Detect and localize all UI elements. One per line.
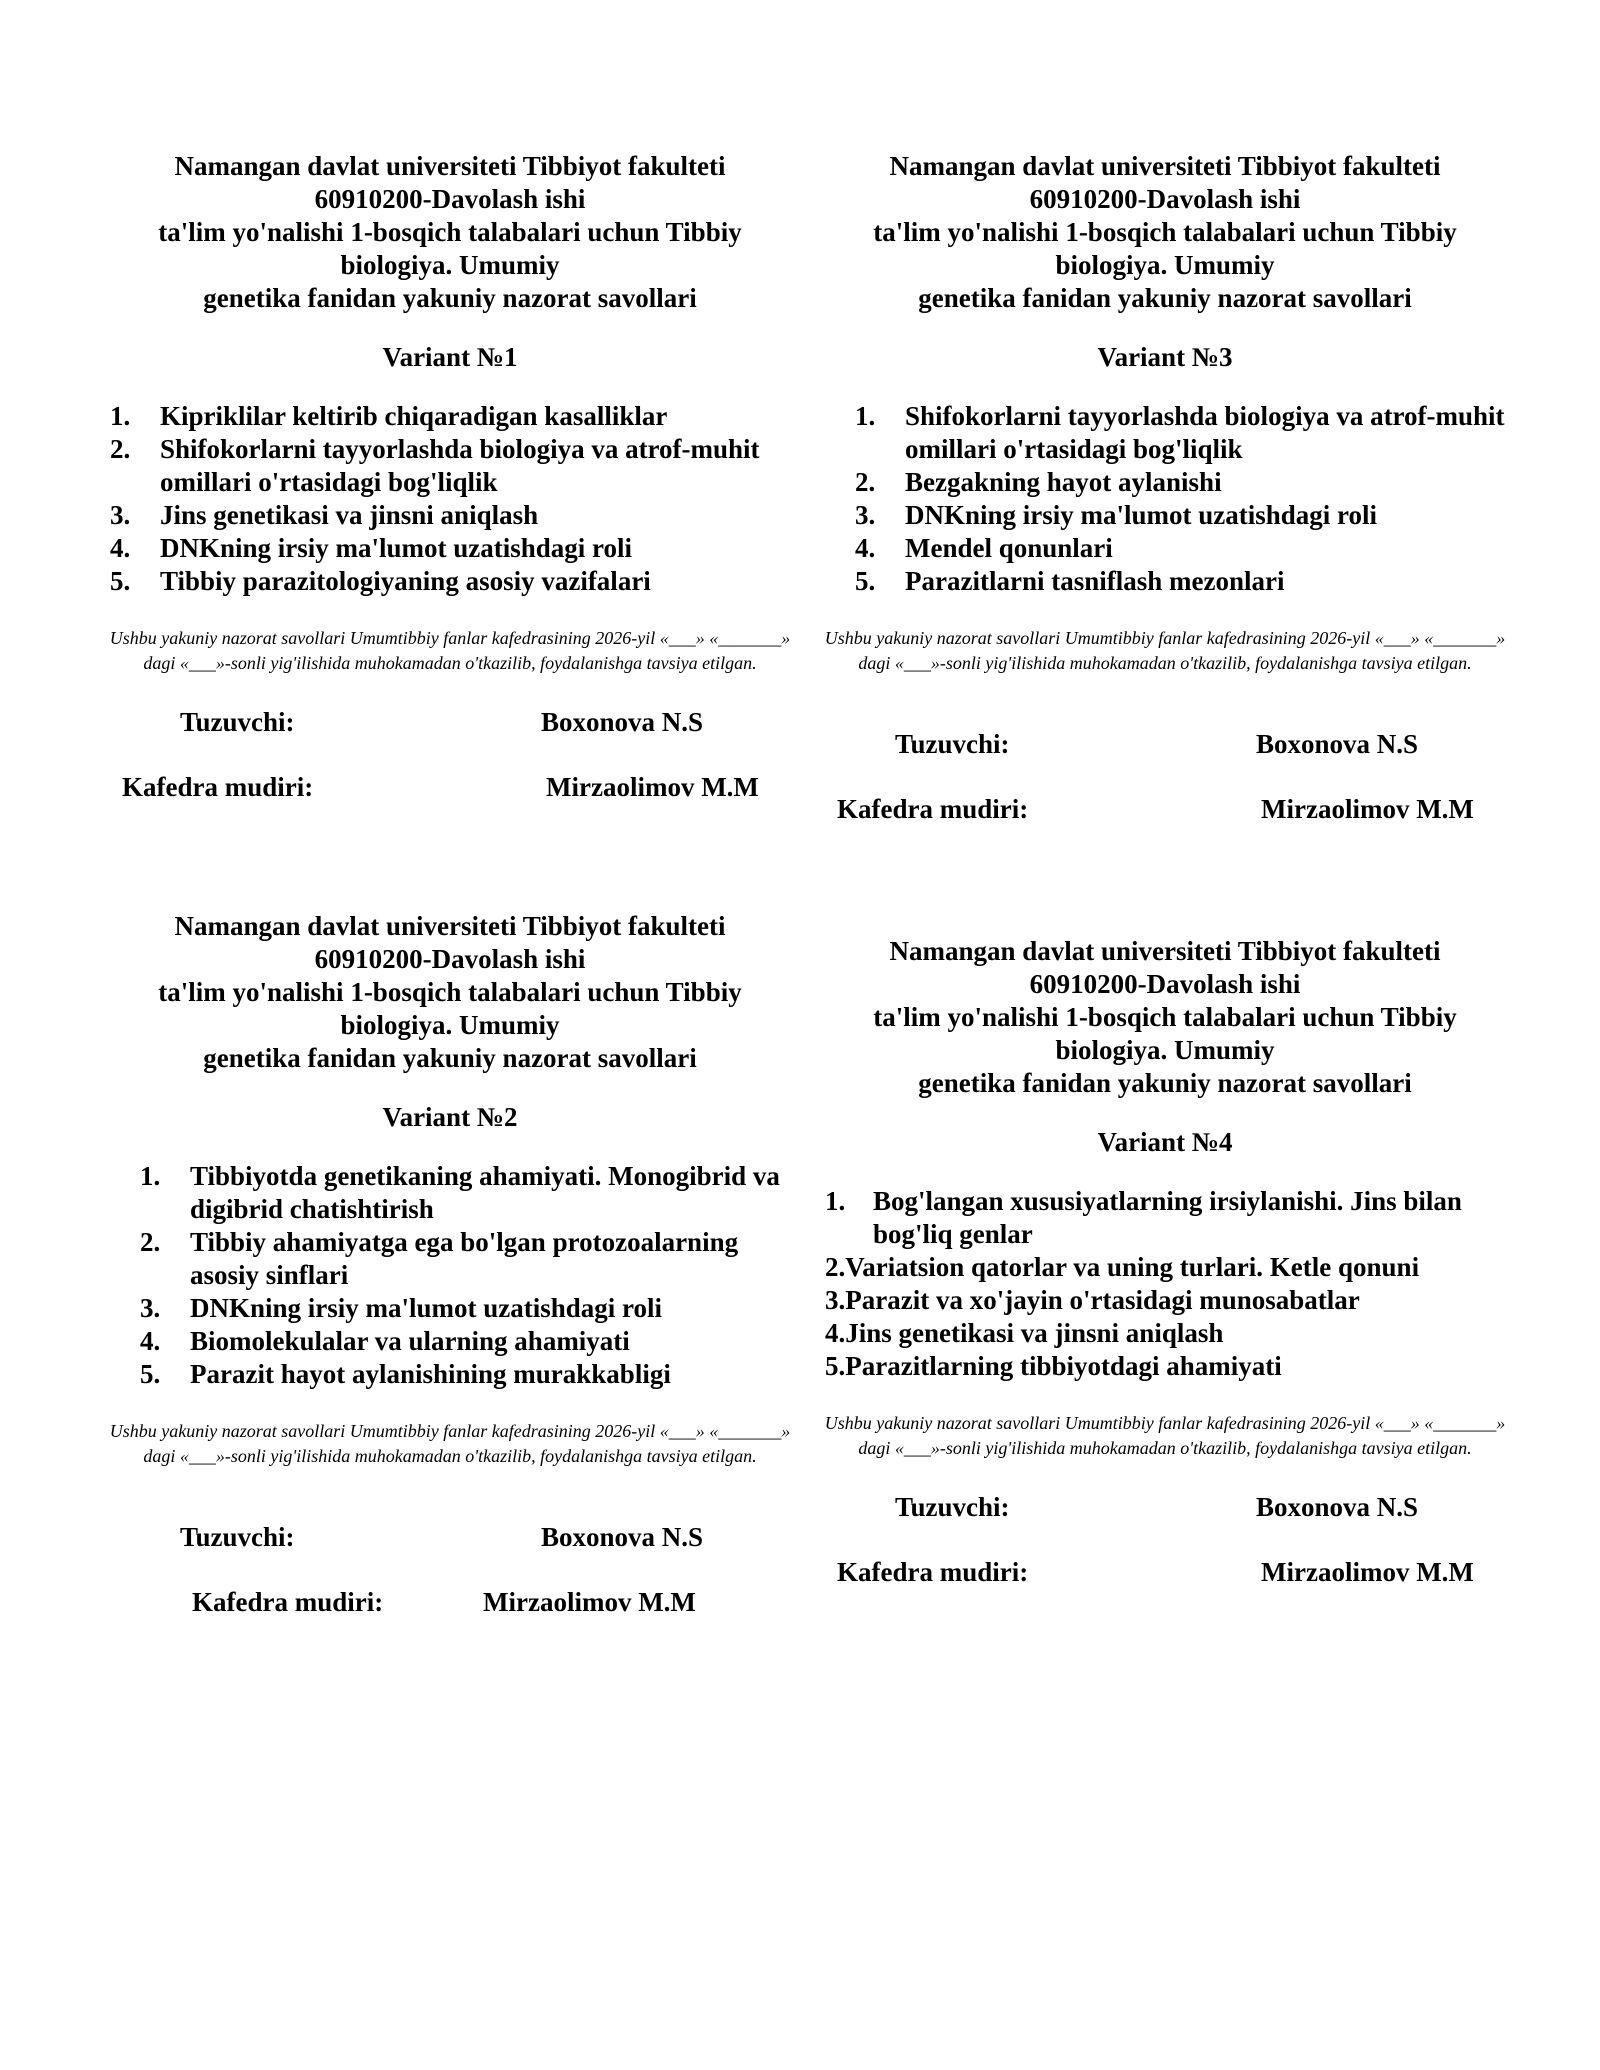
head-row xyxy=(100,771,800,804)
header-line: genetika fanidan yakuniy nazorat savollari xyxy=(918,283,1412,313)
question-text: Bog'langan xususiyatlarning irsiylanishi. Jins bilan bog'liq genlar xyxy=(873,1186,1462,1249)
question-list xyxy=(140,1160,800,1391)
question-item xyxy=(110,433,800,499)
question-number: 5. xyxy=(110,566,131,596)
composer-name: Boxonova N.S xyxy=(541,1522,704,1552)
question-item xyxy=(855,565,1515,598)
composer-label: Tuzuvchi: xyxy=(895,729,1010,759)
head-label: Kafedra mudiri: xyxy=(837,1557,1029,1587)
question-number: 4. xyxy=(110,533,131,563)
question-text: Jins genetikasi va jinsni aniqlash xyxy=(160,500,539,530)
question-text: Bezgakning hayot aylanishi xyxy=(905,467,1222,497)
question-item xyxy=(855,400,1515,466)
question-number: 3. xyxy=(825,1285,846,1315)
header-line: ta'lim yo'nalishi 1-bosqich talabalari uchun Tibbiy xyxy=(158,977,742,1007)
question-text: DNKning irsiy ma'lumot uzatishdagi roli xyxy=(160,533,633,563)
question-item xyxy=(140,1325,800,1358)
question-number: 1. xyxy=(140,1161,161,1191)
header-line: Namangan davlat universiteti Tibbiyot fakulteti xyxy=(174,911,726,941)
question-number: 3. xyxy=(110,500,131,530)
head-name: Mirzaolimov M.M xyxy=(546,772,759,802)
question-item xyxy=(855,499,1515,532)
question-number: 1. xyxy=(110,401,131,431)
question-number: 4. xyxy=(140,1326,161,1356)
exam-card-variant-4 xyxy=(815,935,1515,1589)
question-number: 5. xyxy=(825,1351,846,1381)
question-number: 2. xyxy=(855,467,876,497)
question-text: Parazitlarni tasniflash mezonlari xyxy=(905,566,1285,596)
question-item xyxy=(855,532,1515,565)
question-list xyxy=(825,1185,1515,1383)
exam-card-variant-3 xyxy=(815,150,1515,826)
question-item xyxy=(140,1226,800,1292)
exam-card-variant-1 xyxy=(100,150,800,804)
variant-title: Variant №4 xyxy=(1097,1127,1233,1157)
question-text: Parazit va xo'jayin o'rtasidagi munosabatlar xyxy=(845,1285,1360,1315)
question-text: Parazitlarning tibbiyotdagi ahamiyati xyxy=(845,1351,1282,1381)
question-number: 2. xyxy=(110,434,131,464)
question-text: Biomolekulalar va ularning ahamiyati xyxy=(190,1326,630,1356)
card-header xyxy=(815,935,1515,1100)
header-line: genetika fanidan yakuniy nazorat savollari xyxy=(203,1043,697,1073)
composer-label: Tuzuvchi: xyxy=(180,707,295,737)
exam-card-variant-2 xyxy=(100,910,800,1619)
header-line: ta'lim yo'nalishi 1-bosqich talabalari uchun Tibbiy xyxy=(873,1002,1457,1032)
variant-title: Variant №3 xyxy=(1097,342,1233,372)
question-text: Tibbiyotda genetikaning ahamiyati. Monogibrid va digibrid chatishtirish xyxy=(190,1161,780,1224)
question-number: 1. xyxy=(855,401,876,431)
head-name: Mirzaolimov M.M xyxy=(1261,794,1474,824)
header-line: 60910200-Davolash ishi xyxy=(314,184,586,214)
question-text: Variatsion qatorlar va uning turlari. Ketle qonuni xyxy=(845,1252,1420,1282)
composer-row xyxy=(100,706,800,739)
question-text: Shifokorlarni tayyorlashda biologiya va atrof-muhit omillari o'rtasidagi bog'liqlik xyxy=(905,401,1505,464)
head-label: Kafedra mudiri: xyxy=(192,1587,384,1617)
header-line: Namangan davlat universiteti Tibbiyot fakulteti xyxy=(174,151,726,181)
question-text: Parazit hayot aylanishining murakkabligi xyxy=(190,1359,671,1389)
header-line: Namangan davlat universiteti Tibbiyot fakulteti xyxy=(889,936,1441,966)
approval-note: Ushbu yakuniy nazorat savollari Umumtibbiy fanlar kafedrasining 2026-yil «___» «_______» dagi «___»-sonli yig'ilishida muhokamadan o'tkazilib, foydalanishga tavsiya etilgan. xyxy=(824,628,1506,673)
question-text: Tibbiy ahamiyatga ega bo'lgan protozoalarning asosiy sinflari xyxy=(190,1227,739,1290)
composer-row xyxy=(100,1521,800,1554)
question-item xyxy=(140,1358,800,1391)
question-number: 2. xyxy=(825,1252,846,1282)
question-text: Kipriklilar keltirib chiqaradigan kasalliklar xyxy=(160,401,668,431)
question-number: 3. xyxy=(855,500,876,530)
question-text: Tibbiy parazitologiyaning asosiy vazifalari xyxy=(160,566,651,596)
question-text: Jins genetikasi va jinsni aniqlash xyxy=(845,1318,1224,1348)
header-line: ta'lim yo'nalishi 1-bosqich talabalari uchun Tibbiy xyxy=(873,217,1457,247)
question-number: 4. xyxy=(855,533,876,563)
composer-name: Boxonova N.S xyxy=(1256,729,1419,759)
variant-title: Variant №2 xyxy=(382,1102,518,1132)
head-name: Mirzaolimov M.M xyxy=(1261,1557,1474,1587)
head-name: Mirzaolimov M.M xyxy=(483,1587,696,1617)
composer-label: Tuzuvchi: xyxy=(895,1492,1010,1522)
header-line: biologiya. Umumiy xyxy=(340,1010,560,1040)
question-number: 2. xyxy=(140,1227,161,1257)
composer-row xyxy=(815,1491,1515,1524)
header-line: biologiya. Umumiy xyxy=(340,250,560,280)
question-item xyxy=(825,1284,1515,1317)
question-item xyxy=(825,1350,1515,1383)
approval-note: Ushbu yakuniy nazorat savollari Umumtibbiy fanlar kafedrasining 2026-yil «___» «_______» dagi «___»-sonli yig'ilishida muhokamadan o'tkazilib, foydalanishga tavsiya etilgan. xyxy=(824,1413,1506,1458)
head-row xyxy=(815,1556,1515,1589)
composer-name: Boxonova N.S xyxy=(1256,1492,1419,1522)
question-number: 3. xyxy=(140,1293,161,1323)
question-text: Mendel qonunlari xyxy=(905,533,1113,563)
question-item xyxy=(140,1160,800,1226)
variant-title: Variant №1 xyxy=(382,342,518,372)
composer-name: Boxonova N.S xyxy=(541,707,704,737)
head-label: Kafedra mudiri: xyxy=(122,772,314,802)
header-line: 60910200-Davolash ishi xyxy=(1029,184,1301,214)
card-header xyxy=(815,150,1515,315)
question-item xyxy=(825,1317,1515,1350)
question-number: 4. xyxy=(825,1318,846,1348)
question-item xyxy=(855,466,1515,499)
header-line: genetika fanidan yakuniy nazorat savollari xyxy=(203,283,697,313)
head-row xyxy=(100,1586,800,1619)
header-line: Namangan davlat universiteti Tibbiyot fakulteti xyxy=(889,151,1441,181)
header-line: 60910200-Davolash ishi xyxy=(1029,969,1301,999)
header-line: biologiya. Umumiy xyxy=(1055,1035,1275,1065)
question-item xyxy=(110,565,800,598)
composer-label: Tuzuvchi: xyxy=(180,1522,295,1552)
approval-note: Ushbu yakuniy nazorat savollari Umumtibbiy fanlar kafedrasining 2026-yil «___» «_______» dagi «___»-sonli yig'ilishida muhokamadan o'tkazilib, foydalanishga tavsiya etilgan. xyxy=(109,1421,791,1466)
composer-row xyxy=(815,728,1515,761)
question-number: 1. xyxy=(825,1186,846,1216)
question-item xyxy=(110,532,800,565)
question-item xyxy=(110,400,800,433)
head-label: Kafedra mudiri: xyxy=(837,794,1029,824)
question-text: DNKning irsiy ma'lumot uzatishdagi roli xyxy=(190,1293,663,1323)
question-list xyxy=(855,400,1515,598)
approval-note: Ushbu yakuniy nazorat savollari Umumtibbiy fanlar kafedrasining 2026-yil «___» «_______» dagi «___»-sonli yig'ilishida muhokamadan o'tkazilib, foydalanishga tavsiya etilgan. xyxy=(109,628,791,673)
question-text: DNKning irsiy ma'lumot uzatishdagi roli xyxy=(905,500,1378,530)
header-line: genetika fanidan yakuniy nazorat savollari xyxy=(918,1068,1412,1098)
question-item xyxy=(825,1251,1515,1284)
question-number: 5. xyxy=(140,1359,161,1389)
question-number: 5. xyxy=(855,566,876,596)
header-line: 60910200-Davolash ishi xyxy=(314,944,586,974)
card-header xyxy=(100,150,800,315)
question-item xyxy=(110,499,800,532)
header-line: biologiya. Umumiy xyxy=(1055,250,1275,280)
question-list xyxy=(110,400,800,598)
question-item xyxy=(825,1185,1515,1251)
card-header xyxy=(100,910,800,1075)
question-item xyxy=(140,1292,800,1325)
question-text: Shifokorlarni tayyorlashda biologiya va atrof-muhit omillari o'rtasidagi bog'liqlik xyxy=(160,434,760,497)
head-row xyxy=(815,793,1515,826)
header-line: ta'lim yo'nalishi 1-bosqich talabalari uchun Tibbiy xyxy=(158,217,742,247)
